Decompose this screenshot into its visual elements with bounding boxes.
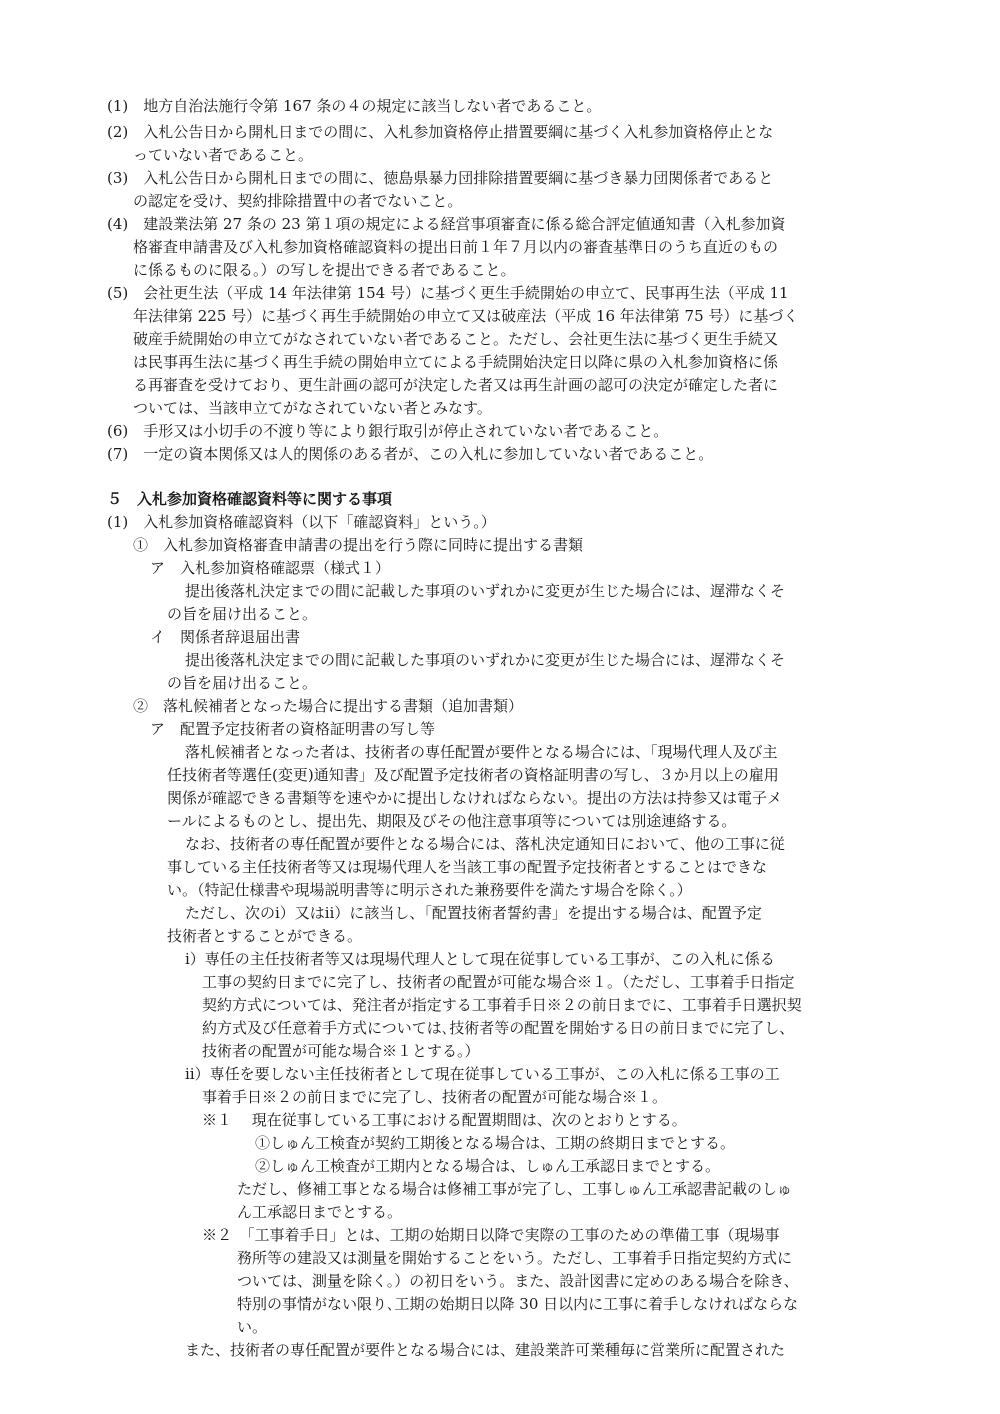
requirement-5-line-2: 年法律第 225 号）に基づく再生手続開始の申立て又は破産法（平成 16 年法律第 75 号）に基づく (133, 307, 799, 325)
case-i-line-1: ⅰ）専任の主任技術者等又は現場代理人として現在従事している工事が、この入札に係る (185, 950, 775, 968)
note-1-item-1: ①しゅん工検査が契約工期後となる場合は、工期の終期日までとする。 (255, 1134, 736, 1152)
subitem-1-i-title: イ 関係者辞退届出書 (150, 628, 301, 646)
requirement-3-line-2: の認定を受け、契約排除措置中の者でないこと。 (133, 192, 463, 210)
requirement-1-line-1: (1) 地方自治法施行令第 167 条の４の規定に該当しない者であること。 (107, 97, 602, 115)
requirement-2-line-1: (2) 入札公告日から開札日までの間に、入札参加資格停止措置要綱に基づく入札参加資格停止とな (107, 123, 774, 141)
case-ii-line-1: ⅱ）専任を要しない主任技術者として現在従事している工事が、この入札に係る工事の工 (185, 1065, 780, 1083)
para-2-line-3: い。（特記仕様書や現場説明書等に明示された兼務要件を満たす場合を除く。） (167, 881, 692, 899)
note-2-line-1: ※２ 「工事着手日」とは、工期の始期日以降で実際の工事のための準備工事（現場事 (202, 1226, 780, 1244)
case-ii-line-2: 事着手日※２の前日までに完了し、技術者の配置が可能な場合※１。 (202, 1088, 668, 1106)
note-1-item-2: ②しゅん工検査が工期内となる場合は、しゅん工承認日までとする。 (255, 1157, 721, 1175)
case-i-line-2: 工事の契約日までに完了し、技術者の配置が可能な場合※１。（ただし、工事着手日指定 (202, 973, 795, 991)
note-1-body-line-1: ただし、修補工事となる場合は修補工事が完了し、工事しゅん工承認書記載のしゅ (237, 1180, 793, 1198)
para-2-line-2: 事している主任技術者等又は現場代理人を当該工事の配置予定技術者とすることはできな (167, 858, 768, 876)
requirement-5-line-4: は民事再生法に基づく再生手続の開始申立てによる手続開始決定日以降に県の入札参加資格に係 (133, 353, 779, 371)
section-5-heading: ５ 入札参加資格確認資料等に関する事項 (107, 490, 393, 508)
requirement-5-line-6: ついては、当該申立てがなされていない者とみなす。 (133, 399, 492, 417)
note-1-body-line-2: ん工承認日までとする。 (237, 1203, 403, 1221)
case-i-line-3: 契約方式については、発注者が指定する工事着手日※２の前日までに、工事着手日選択契 (202, 996, 802, 1014)
requirement-4-line-3: に係るものに限る。）の写しを提出できる者であること。 (133, 261, 516, 279)
requirement-3-line-1: (3) 入札公告日から開札日までの間に、徳島県暴力団排除措置要綱に基づき暴力団関係者であると (107, 169, 774, 187)
para-3-line-2: 技術者とすることができる。 (167, 927, 363, 945)
subitem-1-heading: ① 入札参加資格審査申請書の提出を行う際に同時に提出する書類 (133, 536, 584, 554)
subitem-1-a-title: ア 入札参加資格確認票（様式１） (150, 559, 391, 577)
subitem-1-a-body-line-1: 提出後落札決定までの間に記載した事項のいずれかに変更が生じた場合には、遅滞なくそ (185, 582, 786, 600)
requirement-5-line-3: 破産手続開始の申立てがなされていない者であること。ただし、会社更生法に基づく更生手続又 (133, 330, 779, 348)
subitem-2-heading: ② 落札候補者となった場合に提出する書類（追加書類） (133, 697, 524, 715)
note-1-title: ※１ 現在従事している工事における配置期間は、次のとおりとする。 (202, 1111, 687, 1129)
requirement-6-line-1: (6) 手形又は小切手の不渡り等により銀行取引が停止されていない者であること。 (107, 422, 669, 440)
section-5-item-1: (1) 入札参加資格確認資料（以下「確認資料」という。） (107, 513, 496, 531)
final-line: また、技術者の専任配置が要件となる場合には、建設業許可業種毎に営業所に配置された (185, 1341, 786, 1359)
requirement-7-line-1: (7) 一定の資本関係又は人的関係のある者が、この入札に参加していない者であること。 (107, 445, 714, 463)
para-1-line-1: 落札候補者となった者は、技術者の専任配置が要件となる場合には、「現場代理人及び主 (185, 743, 778, 761)
subitem-1-i-body-line-1: 提出後落札決定までの間に記載した事項のいずれかに変更が生じた場合には、遅滞なくそ (185, 651, 786, 669)
para-1-line-3: 関係が確認できる書類等を速やかに提出しなければならない。提出の方法は持参又は電子メ (167, 789, 783, 807)
para-1-line-4: ールによるものとし、提出先、期限及びその他注意事項等については別途連絡する。 (167, 812, 737, 830)
note-2-line-4: 特別の事情がない限り､工期の始期日以降 30 日以内に工事に着手しなければならな (237, 1295, 799, 1313)
para-2-line-1: なお、技術者の専任配置が要件となる場合には、落札決定通知日において、他の工事に従 (185, 835, 785, 853)
subitem-1-i-body-line-2: の旨を届け出ること。 (167, 674, 318, 692)
note-2-line-2: 務所等の建設又は測量を開始することをいう。ただし、工事着手日指定契約方式に (237, 1249, 793, 1267)
case-i-line-5: 技術者の配置が可能な場合※１とする。） (202, 1042, 480, 1060)
note-2-line-3: ついては、測量を除く。）の初日をいう。また、設計図書に定めのある場合を除き、 (237, 1272, 799, 1290)
requirement-4-line-1: (4) 建設業法第 27 条の 23 第１項の規定による経営事項審査に係る総合評定値通知書（入札参加資 (107, 215, 786, 233)
subitem-1-a-body-line-2: の旨を届け出ること。 (167, 605, 318, 623)
para-1-line-2: 任技術者等選任(変更)通知書」及び配置予定技術者の資格証明書の写し、３か月以上の雇用 (167, 766, 779, 784)
requirement-2-line-2: っていない者であること。 (133, 146, 314, 164)
case-i-line-4: 約方式及び任意着手方式については､技術者等の配置を開始する日の前日までに完了し、 (202, 1019, 795, 1037)
requirement-5-line-1: (5) 会社更生法（平成 14 年法律第 154 号）に基づく更生手続開始の申立て、民事再生法（平成 11 (107, 284, 789, 302)
requirement-5-line-5: る再審査を受けており、更生計画の認可が決定した者又は再生計画の認可の決定が確定した者に (133, 376, 779, 394)
subitem-2-a-title: ア 配置予定技術者の資格証明書の写し等 (150, 720, 436, 738)
requirement-4-line-2: 格審査申請書及び入札参加資格確認資料の提出日前１年７月以内の審査基準日のうち直近のもの (133, 238, 779, 256)
para-3-line-1: ただし、次のⅰ）又はⅱ）に該当し、「配置技術者誓約書」を提出する場合は、配置予定 (185, 904, 762, 922)
note-2-line-5: い。 (237, 1318, 268, 1336)
